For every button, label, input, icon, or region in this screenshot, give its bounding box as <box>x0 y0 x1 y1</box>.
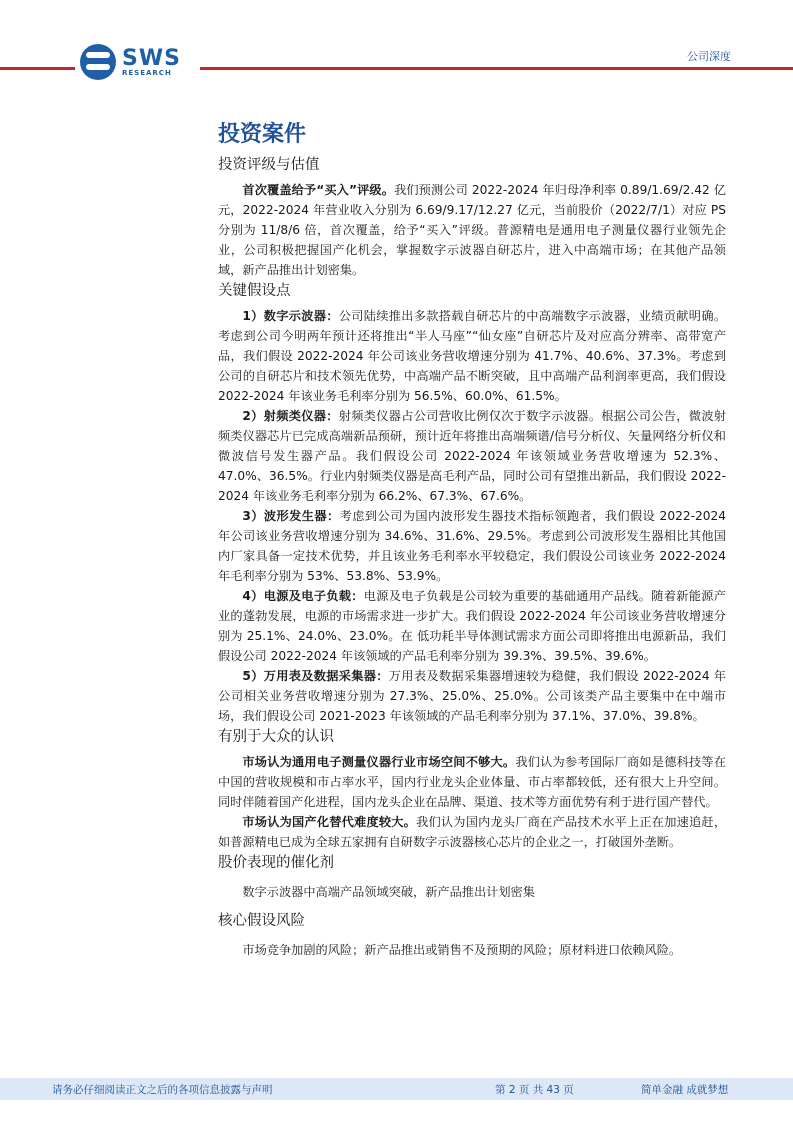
assumption-lead: 5）万用表及数据采集器： <box>242 669 389 683</box>
different-view-lead: 市场认为通用电子测量仪器行业市场空间不够大。 <box>242 755 516 769</box>
catalyst-heading: 股价表现的催化剂 <box>218 855 334 871</box>
assumption-item <box>218 506 726 586</box>
different-view-heading: 有别于大众的认识 <box>218 729 334 745</box>
header-rule-left <box>0 67 75 70</box>
assumption-body: 公司陆续推出多款搭载自研芯片的中高端数字示波器，业绩贡献明确。考虑到公司今明两年预计还将推出“半人马座”“仙女座”自研芯片及对应高分辨率、高带宽产品，我们假设 2022-2024 年公司该业务营收增速分别为 41.7%、40.6%、37.3%。考虑到公司的自研芯片和技术领先优势，中高端产品不断突破，且中高端产品利润率更高，我们假设 2022-2024 年该业务毛利率分别为 56.5%、60.0%、61.5%。 <box>218 309 727 403</box>
assumption-lead: 1）数字示波器： <box>242 309 339 323</box>
assumption-body: 射频类仪器占公司营收比例仅次于数字示波器。根据公司公告，微波射频类仪器芯片已完成高端新品预研，预计近年将推出高端频谱/信号分析仪、矢量网络分析仪和微波信号发生器产品。我们假设公司 2022-2024 年该领域业务营收增速为 52.3%、47.0%、36.5%。行业内射频类仪器是高毛利产品，同时公司有望推出新品，我们假设 2022-2024 年该业务毛利率分别为 66.2%、67.3%、67.6%。 <box>218 409 727 503</box>
page-number: 第 2 页 共 43 页 <box>495 1084 574 1096</box>
assumption-item <box>218 586 726 666</box>
risk-heading: 核心假设风险 <box>218 913 305 929</box>
logo-main-text: SWS <box>122 45 181 71</box>
assumption-item <box>218 406 726 506</box>
logo-sub-text: RESEARCH <box>122 68 172 77</box>
assumption-lead: 4）电源及电子负载： <box>242 589 364 603</box>
main-content <box>218 120 726 960</box>
rating-body: 我们预测公司 2022-2024 年归母净利率 0.89/1.69/2.42 亿元，2022-2024 年营业收入分别为 6.69/9.17/12.27 亿元，当前股价（2022/7/1）对应 PS 分别为 11/8/6 倍，首次覆盖，给予“买入”评级。普源精电是通用电子测量仪器行业领先企业，公司积极把握国产化机会，掌握数字示波器自研芯片，进入中高端市场；在其他产品领域，新产品推出计划密集。 <box>218 183 726 277</box>
assumption-item <box>218 666 726 726</box>
footer-disclaimer: 请务必仔细阅读正文之后的各项信息披露与声明 <box>52 1084 273 1096</box>
risk-body: 市场竞争加剧的风险；新产品推出或销售不及预期的风险；原材料进口依赖风险。 <box>242 943 682 957</box>
report-type-tag: 公司深度 <box>687 50 731 63</box>
header-logo <box>80 44 181 80</box>
sws-logo-icon <box>80 44 116 80</box>
logo-text <box>122 45 181 77</box>
assumption-body: 考虑到公司为国内波形发生器技术指标领跑者，我们假设 2022-2024 年公司该业务营收增速分别为 34.6%、31.6%、29.5%。考虑到公司波形发生器相比其他国内厂家具备一定技术优势，并且该业务毛利率水平较稳定，我们假设公司该业务 2022-2024 年毛利率分别为 53%、53.8%、53.9%。 <box>218 509 726 583</box>
assumption-item <box>218 306 726 406</box>
rating-lead: 首次覆盖给予“买入”评级。 <box>242 183 395 197</box>
catalyst-body: 数字示波器中高端产品领域突破，新产品推出计划密集 <box>242 885 535 899</box>
different-view-item <box>218 812 726 852</box>
header-rule-right <box>200 67 793 70</box>
rating-heading: 投资评级与估值 <box>218 157 320 173</box>
footer-slogan: 简单金融 成就梦想 <box>641 1084 729 1096</box>
section-title: 投资案件 <box>218 122 307 147</box>
different-view-body: 我们认为参考国际厂商如是德科技等在中国的营收规模和市占率水平，国内行业龙头企业体量、市占率都较低，还有很大上升空间。同时伴随着国产化进程，国内龙头企业在品牌、渠道、技术等方面优势有利于进行国产替代。 <box>218 755 727 809</box>
assumption-body: 万用表及数据采集器增速较为稳健，我们假设 2022-2024 年公司相关业务营收增速分别为 27.3%、25.0%、25.0%。公司该类产品主要集中在中端市场，我们假设公司 2021-2023 年该领域的产品毛利率分别为 37.1%、37.0%、39.8%。 <box>218 669 726 723</box>
rating-paragraph <box>218 180 726 280</box>
different-view-item <box>218 752 726 812</box>
different-view-body: 我们认为国内龙头厂商在产品技术水平上正在加速追赶，如普源精电已成为全球五家拥有自研数字示波器核心芯片的企业之一，打破国外垄断。 <box>218 815 727 849</box>
assumption-body: 电源及电子负载是公司较为重要的基础通用产品线。随着新能源产业的蓬勃发展，电源的市场需求进一步扩大。我们假设 2022-2024 年公司该业务营收增速分别为 25.1%、24.0%、23.0%。在 低功耗半导体测试需求方面公司即将推出电源新品，我们假设公司 2022-2024 年该领域的产品毛利率分别为 39.3%、39.5%、39.6%。 <box>218 589 726 663</box>
assumption-lead: 2）射频类仪器： <box>242 409 339 423</box>
assumption-lead: 3）波形发生器： <box>242 509 340 523</box>
different-view-lead: 市场认为国产化替代难度较大。 <box>242 815 417 829</box>
assumptions-heading: 关键假设点 <box>218 283 291 299</box>
